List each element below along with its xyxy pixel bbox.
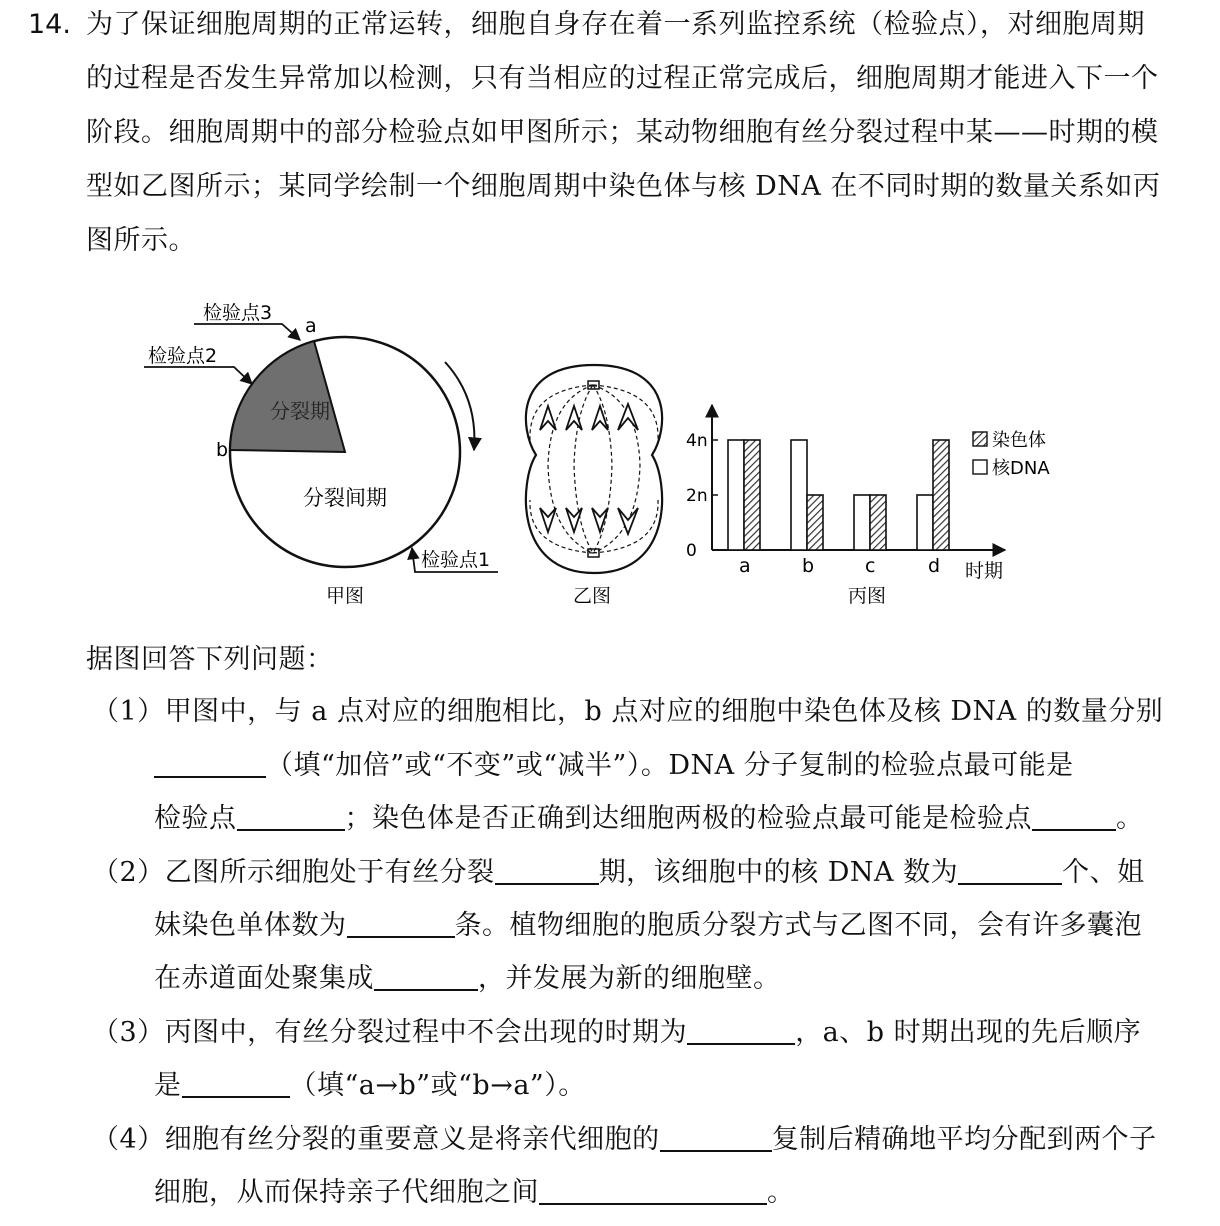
q4-blank-1[interactable] xyxy=(660,1124,772,1152)
q2-text-1b: 期，该细胞中的核 DNA 数为 xyxy=(598,857,959,888)
q1-blank-3[interactable] xyxy=(1032,803,1116,831)
q3-blank-1[interactable] xyxy=(687,1017,795,1045)
checkpoint1-label: 检验点1 xyxy=(421,549,491,571)
checkpoint2-label: 检验点2 xyxy=(148,345,218,367)
bar-dna-d xyxy=(917,495,933,550)
legend-chromosome-label: 染色体 xyxy=(992,430,1046,451)
figure-yi-caption: 乙图 xyxy=(573,585,612,607)
q2-line-2 xyxy=(154,909,1142,943)
figure-jia-caption: 甲图 xyxy=(326,585,365,607)
q4-text-2b: 。 xyxy=(767,1177,795,1208)
q3-text-1b: ，a、b 时期出现的先后顺序 xyxy=(795,1017,1142,1048)
q4-text-1b: 复制后精确地平均分配到两个子 xyxy=(771,1124,1157,1155)
q3-text-2a: 是 xyxy=(154,1070,182,1101)
q1-text-3c: 。 xyxy=(1116,803,1144,834)
stem-line-1: 为了保证细胞周期的正常运转，细胞自身存在着一系列监控系统（检验点），对细胞周期 xyxy=(86,9,1145,40)
question-number: 14. xyxy=(28,9,71,40)
legend-dna-swatch xyxy=(973,460,987,474)
q1-label: （1） xyxy=(92,696,165,727)
q2-blank-3[interactable] xyxy=(347,910,455,938)
q4-line-2 xyxy=(154,1176,795,1210)
checkpoint3-label: 检验点3 xyxy=(203,302,273,324)
q3-text-2b: （填“a→b”或“b→a”）。 xyxy=(289,1070,586,1101)
stem-line-4: 型如乙图所示；某同学绘制一个细胞周期中染色体与核 DNA 在不同时期的数量关系如丙 xyxy=(86,171,1161,202)
q2-line-1 xyxy=(92,856,1145,890)
figure-yi xyxy=(526,365,662,607)
figures-panel xyxy=(0,290,1220,610)
point-b-label: b xyxy=(216,439,229,461)
x-category-label-c: c xyxy=(865,555,876,577)
q1-text-2: （填“加倍”或“不变”或“减半”）。DNA 分子复制的检验点最可能是 xyxy=(266,750,1074,781)
q2-text-3b: ，并发展为新的细胞壁。 xyxy=(478,963,781,994)
q2-label: （2） xyxy=(92,857,165,888)
answer-intro: 据图回答下列问题： xyxy=(86,644,334,675)
q4-label: （4） xyxy=(92,1124,165,1155)
stem-line-5: 图所示。 xyxy=(86,225,196,256)
q1-text-3a: 检验点 xyxy=(154,803,237,834)
legend-chromosome-swatch xyxy=(973,432,987,446)
figure-jia xyxy=(144,302,498,607)
q2-text-2b: 条。植物细胞的胞质分裂方式与乙图不同，会有许多囊泡 xyxy=(454,910,1142,941)
stem-line-2: 的过程是否发生异常加以检测，只有当相应的过程正常完成后，细胞周期才能进入下一个 xyxy=(86,63,1159,94)
x-category-label-a: a xyxy=(739,555,751,577)
q2-blank-2[interactable] xyxy=(958,857,1062,885)
q1-text-1: 甲图中，与 a 点对应的细胞相比，b 点对应的细胞中染色体及核 DNA 的数量分别 xyxy=(164,696,1164,727)
q3-line-1 xyxy=(92,1016,1141,1050)
q1-blank-2[interactable] xyxy=(237,803,345,831)
y-tick-label: 4n xyxy=(686,431,708,451)
figure-bing-caption: 丙图 xyxy=(848,585,887,607)
stem-line-3: 阶段。细胞周期中的部分检验点如甲图所示；某动物细胞有丝分裂过程中某——时期的模 xyxy=(86,117,1159,148)
bar-chromosome-a xyxy=(744,440,760,550)
q1-blank-1[interactable] xyxy=(154,750,266,778)
q2-blank-4[interactable] xyxy=(374,963,478,991)
q1-line-1 xyxy=(92,695,1163,729)
sector-label: 分裂期 xyxy=(270,399,330,423)
bar-dna-a xyxy=(728,440,744,550)
q3-label: （3） xyxy=(92,1017,165,1048)
q2-text-2a: 妹染色单体数为 xyxy=(154,910,347,941)
q2-line-3 xyxy=(154,962,781,996)
bar-chromosome-b xyxy=(807,495,823,550)
q1-line-2 xyxy=(154,749,1074,783)
bar-chromosome-d xyxy=(933,440,949,550)
x-axis-label: 时期 xyxy=(965,560,1004,582)
q2-text-3a: 在赤道面处聚集成 xyxy=(154,963,374,994)
interphase-label: 分裂间期 xyxy=(303,486,387,510)
bar-dna-c xyxy=(854,495,870,550)
checkpoint2-arrow xyxy=(144,367,252,384)
bar-dna-b xyxy=(791,440,807,550)
point-a-label: a xyxy=(305,315,317,337)
q4-blank-2[interactable] xyxy=(539,1177,767,1205)
x-category-label-b: b xyxy=(802,555,815,577)
bar-chromosome-c xyxy=(870,495,886,550)
q3-blank-2[interactable] xyxy=(182,1070,290,1098)
y-tick-label: 2n xyxy=(686,486,708,506)
q1-text-3b: ；染色体是否正确到达细胞两极的检验点最可能是检验点 xyxy=(344,803,1032,834)
y-tick-label: 0 xyxy=(686,541,697,561)
figure-bing xyxy=(686,405,1050,607)
q2-text-1a: 乙图所示细胞处于有丝分裂 xyxy=(164,857,495,888)
q4-text-2a: 细胞，从而保持亲子代细胞之间 xyxy=(154,1177,539,1208)
q3-text-1a: 丙图中，有丝分裂过程中不会出现的时期为 xyxy=(164,1017,688,1048)
q3-line-2 xyxy=(154,1069,586,1103)
x-category-label-d: d xyxy=(928,555,941,577)
q1-line-3 xyxy=(154,802,1144,836)
dividing-cell-outline xyxy=(526,365,662,573)
q4-line-1 xyxy=(92,1123,1157,1157)
q2-text-1c: 个、姐 xyxy=(1062,857,1145,888)
q2-blank-1[interactable] xyxy=(495,857,599,885)
checkpoint3-arrow xyxy=(194,324,300,340)
q4-text-1a: 细胞有丝分裂的重要意义是将亲代细胞的 xyxy=(164,1124,660,1155)
legend-dna-label: 核DNA xyxy=(992,458,1050,479)
